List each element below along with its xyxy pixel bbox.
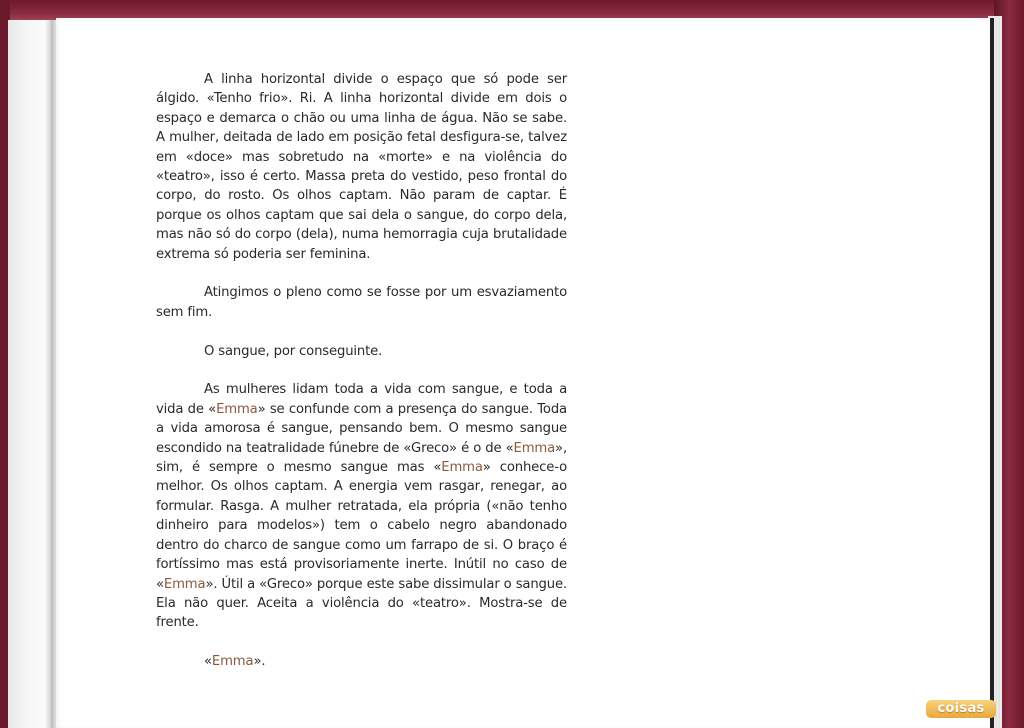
paragraph-5 (156, 652, 567, 671)
page-stack-shadow (990, 18, 994, 728)
highlighted-name: Emma (163, 576, 206, 592)
text-run: ». (253, 654, 266, 670)
text-run: As mulheres lidam toda a vida com sangue, e toda a vida de « (156, 382, 567, 417)
body-text (156, 70, 567, 672)
text-run: », sim, é sempre o mesmo sangue mas « (156, 440, 567, 476)
paragraph-3 (156, 342, 567, 361)
paper-speck (490, 64, 524, 68)
highlighted-name: Emma (513, 440, 556, 456)
text-run: « (204, 654, 212, 670)
text-run: ». Útil a «Greco» porque este sabe dissimular o sangue. Ela não quer. Aceita a violência do «teatro». Mostra-se de frente. (156, 576, 567, 631)
text-run: O sangue, por conseguinte. (204, 343, 383, 359)
highlighted-name: Emma (441, 460, 483, 476)
coisas-watermark-logo: coisas (926, 700, 996, 718)
paragraph-2 (156, 283, 567, 322)
paragraph-1 (156, 70, 567, 264)
highlighted-name: Emma (211, 654, 254, 670)
paragraph-4 (156, 380, 567, 632)
text-run: Atingimos o pleno como se fosse por um esvaziamento sem fim. (156, 285, 567, 320)
text-run: » conhece-o melhor. Os olhos captam. A energia vem rasgar, renegar, ao formular. Rasga. A mulher retratada, ela própria («não tenho dinheiro para modelos») tem o cabelo negro abandonado dentro do charco de sangue como um farrapo de si. O braço é fortíssimo mas está provisoriamente inerte. Inútil no caso de « (156, 460, 567, 592)
text-run: » se confunde com a presença do sangue. Toda a vida amorosa é sangue, pensando bem. O mesmo sangue escondido na teatralidade fúnebre de «Greco» é o de « (156, 401, 567, 456)
book-page (56, 18, 990, 728)
text-run: A linha horizontal divide o espaço que só pode ser álgido. «Tenho frio». Ri. A linha horizontal divide em dois o espaço e demarca o chão ou uma linha de água. Não se sabe. A mulher, deitada de lado em posição fetal desfigura-se, talvez em «doce» mas sobretudo na «morte» e na violência do «teatro», isso é certo. Massa preta do vestido, peso frontal do corpo, do rosto. Os olhos captam. Não param de captar. É porque os olhos captam que sai dela o sangue, do corpo dela, mas não só do corpo (dela), numa hemorragia cuja brutalidade extrema só poderia ser feminina. (156, 72, 567, 262)
highlighted-name: Emma (216, 401, 258, 417)
